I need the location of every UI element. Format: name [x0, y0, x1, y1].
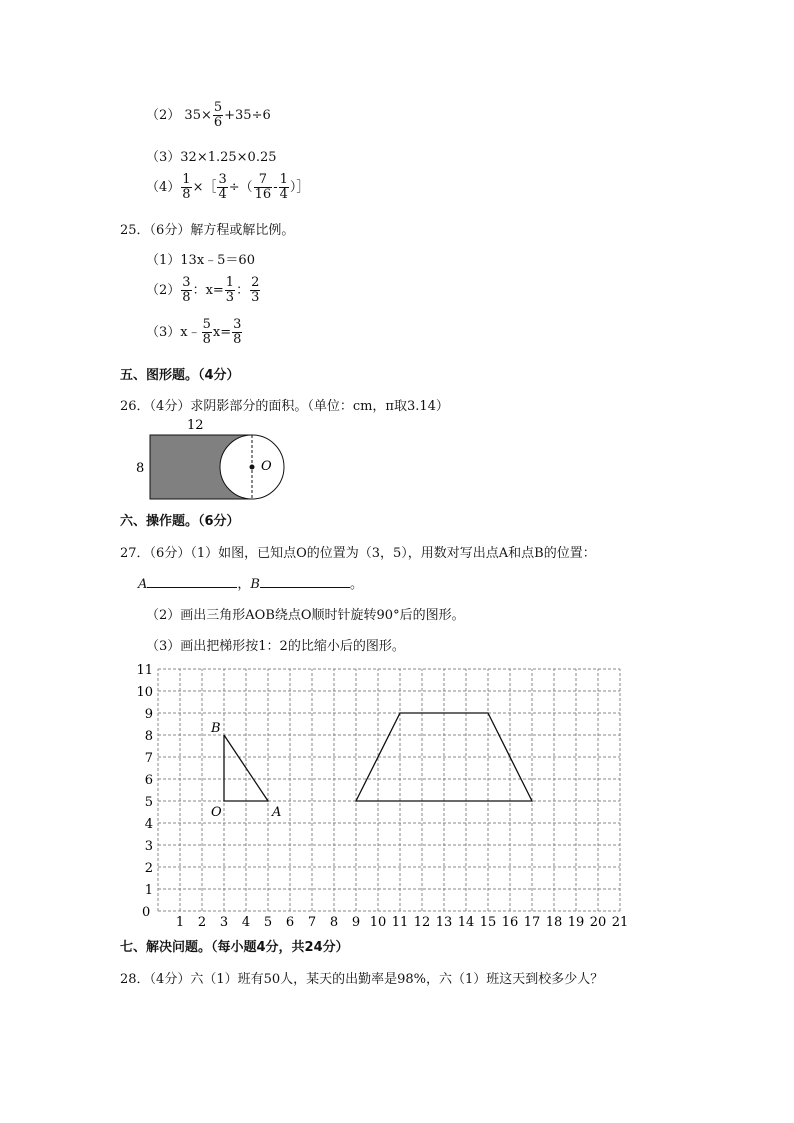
- y-tick-label: 5: [144, 795, 153, 810]
- part-label: （2）: [146, 108, 181, 123]
- numerator: 1: [182, 172, 191, 187]
- denominator: 4: [279, 187, 288, 202]
- expr-text: x=: [212, 325, 232, 340]
- y-tick-label: 9: [144, 707, 153, 722]
- width-label: 12: [187, 418, 204, 433]
- expr-text: ：: [236, 283, 250, 298]
- denominator: 8: [202, 332, 211, 347]
- y-tick-label: 1: [144, 883, 153, 898]
- fraction: [254, 173, 273, 202]
- x-tick-label: 20: [589, 915, 607, 930]
- q25-part2: [146, 276, 261, 305]
- point-o-label: O: [211, 805, 222, 820]
- answer-blank-b[interactable]: [260, 575, 350, 588]
- part-label: （3）: [146, 325, 181, 340]
- q24-part2: [146, 101, 271, 130]
- x-tick-label: 11: [391, 915, 409, 930]
- y-tick-label: 11: [136, 663, 153, 678]
- fraction: [250, 276, 260, 305]
- expr-text: ×［: [192, 180, 217, 195]
- q25-part1: [146, 249, 255, 268]
- y-tick-label: 8: [144, 729, 153, 744]
- x-tick-label: 10: [369, 915, 387, 930]
- fraction: [217, 173, 227, 202]
- expr-text: -: [273, 180, 278, 195]
- fraction: [181, 173, 191, 202]
- y-tick-label: 4: [144, 817, 153, 832]
- expr-text: ÷（: [228, 180, 253, 195]
- q25-title: 25．（6分）解方程或解比例。: [120, 223, 295, 238]
- expr-text: ：x=: [192, 283, 224, 298]
- x-tick-label: 14: [457, 915, 475, 930]
- separator: ，: [237, 577, 251, 592]
- center-dot: [250, 465, 255, 470]
- expr-text: x﹣: [180, 325, 201, 340]
- x-tick-label: 8: [329, 915, 339, 930]
- x-tick-label: 5: [263, 915, 273, 930]
- y-tick-label: 2: [144, 861, 153, 876]
- x-tick-label: 21: [611, 915, 629, 930]
- x-tick-label: 12: [413, 915, 431, 930]
- x-tick-label: 4: [241, 915, 251, 930]
- q27-part3: （3）画出把梯形按1：2的比缩小后的图形。: [146, 639, 405, 654]
- point-b-label: B: [250, 577, 260, 592]
- x-tick-label: 19: [567, 915, 585, 930]
- denominator: 6: [213, 115, 223, 130]
- coordinate-grid: [130, 656, 630, 931]
- x-tick-label: 9: [351, 915, 361, 930]
- denominator: 16: [254, 187, 272, 202]
- denominator: 3: [225, 290, 235, 305]
- q28-title: 28．（4分）六（1）班有50人，某天的出勤率是98%，六（1）班这天到校多少人？: [120, 972, 604, 987]
- denominator: 3: [251, 290, 260, 305]
- fraction: [213, 101, 223, 130]
- numerator: 5: [213, 100, 223, 115]
- numerator: 1: [225, 275, 235, 290]
- numerator: 3: [233, 317, 242, 332]
- numerator: 7: [254, 173, 273, 188]
- fraction: [225, 276, 235, 305]
- x-tick-label: 18: [545, 915, 563, 930]
- denominator: 8: [182, 290, 191, 305]
- y-tick-label: 10: [136, 685, 153, 700]
- q24-part3: [146, 146, 277, 165]
- expr-text: +35÷6: [224, 108, 271, 123]
- y-tick-label: 3: [144, 839, 153, 854]
- q24-part4: [146, 173, 309, 202]
- x-tick-label: 17: [523, 915, 541, 930]
- denominator: 8: [182, 187, 191, 202]
- x-tick-label: 2: [197, 915, 207, 930]
- numerator: 3: [218, 172, 227, 187]
- denominator: 4: [218, 187, 227, 202]
- section-6-heading: 六、操作题。（6分）: [120, 514, 240, 529]
- x-tick-label: 16: [501, 915, 519, 930]
- y-tick-label: 6: [144, 773, 153, 788]
- x-tick-label: 6: [285, 915, 295, 930]
- x-tick-label: 7: [307, 915, 317, 930]
- fraction: [181, 276, 191, 305]
- x-tick-label: 3: [219, 915, 229, 930]
- x-tick-label: 13: [435, 915, 453, 930]
- expr-text: ）］: [289, 180, 310, 195]
- q27-title: 27．（6分）（1）如图，已知点O的位置为（3，5），用数对写出点A和点B的位置：: [120, 546, 596, 561]
- numerator: 2: [251, 275, 260, 290]
- section-5-heading: 五、图形题。（4分）: [120, 368, 240, 383]
- x-tick-label: 1: [175, 915, 185, 930]
- part-label: （2）: [146, 283, 181, 298]
- point-a-label: A: [138, 577, 148, 592]
- numerator: 1: [279, 172, 288, 187]
- expr-text: 32×1.25×0.25: [180, 150, 277, 165]
- center-label: O: [261, 459, 272, 474]
- q25-part3: [146, 318, 243, 347]
- fraction: [202, 318, 212, 347]
- fraction: [232, 318, 242, 347]
- expr-text: 35×: [184, 108, 212, 123]
- part-label: （1）: [146, 253, 181, 268]
- point-b-label: B: [211, 721, 221, 736]
- y-tick-label: 7: [144, 751, 153, 766]
- grid-lines: [158, 669, 620, 911]
- q27-part2: （2）画出三角形AOB绕点O顺时针旋转90°后的图形。: [146, 608, 465, 623]
- q27-answer-line: [138, 573, 363, 592]
- fraction: [279, 173, 289, 202]
- expr-text: 13x﹣5＝60: [180, 253, 255, 268]
- answer-blank-a[interactable]: [147, 575, 237, 588]
- part-label: （3）: [146, 150, 181, 165]
- numerator: 3: [182, 275, 191, 290]
- origin-label: 0: [142, 905, 151, 920]
- q26-title: 26．（4分）求阴影部分的面积。（单位：cm，π取3.14）: [120, 399, 449, 414]
- point-a-label: A: [272, 805, 282, 820]
- denominator: 8: [233, 332, 242, 347]
- x-tick-label: 15: [479, 915, 497, 930]
- separator: 。: [349, 577, 363, 592]
- section-7-heading: 七、解决问题。（每小题4分，共24分）: [120, 940, 349, 955]
- q26-figure: [130, 416, 300, 506]
- height-label: 8: [136, 461, 145, 476]
- grid-tick-labels: [136, 663, 628, 930]
- part-label: （4）: [146, 180, 181, 195]
- numerator: 5: [202, 317, 211, 332]
